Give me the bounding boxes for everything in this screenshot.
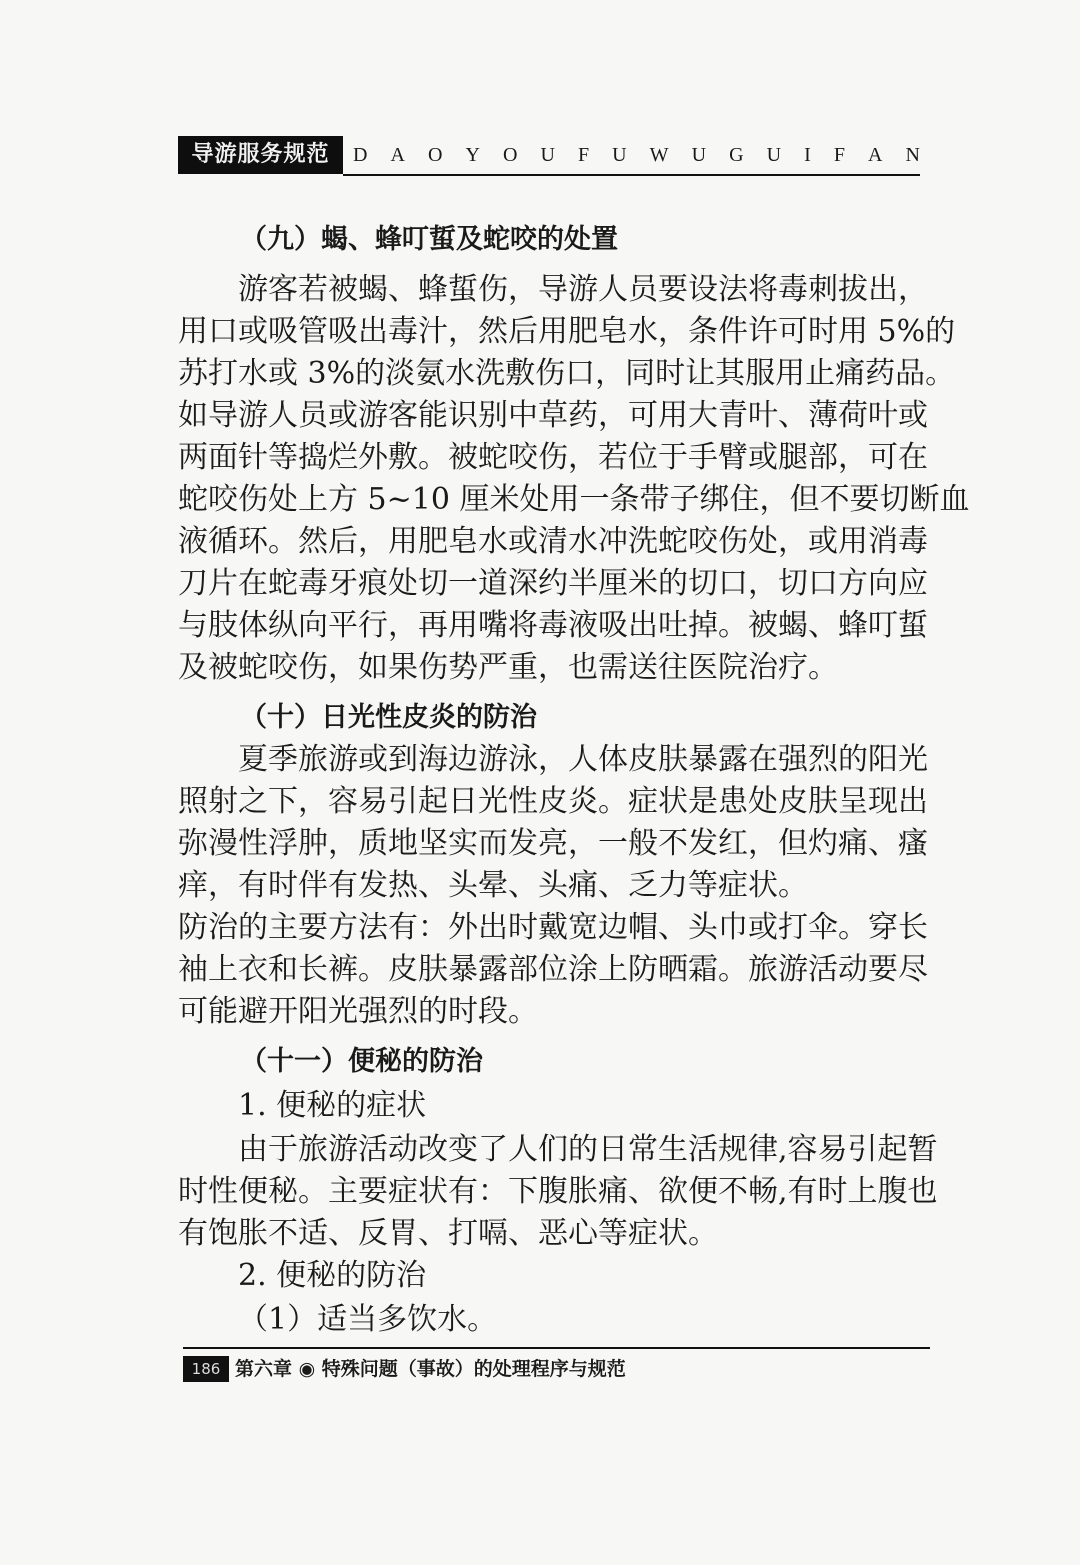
pinyin-letter: U — [766, 143, 782, 166]
pinyin-letter: F — [578, 143, 590, 166]
running-footer — [183, 1347, 930, 1385]
section-heading-10: （十）日光性皮炎的防治 — [240, 702, 537, 733]
subheading: 1. 便秘的症状 — [238, 1088, 427, 1123]
pinyin-letter: G — [729, 143, 744, 166]
paragraph-line: 用口或吸管吸出毒汁，然后用肥皂水，条件许可时用 5%的 — [178, 314, 956, 349]
section-heading-11: （十一）便秘的防治 — [240, 1046, 483, 1077]
paragraph-line: 照射之下，容易引起日光性皮炎。症状是患处皮肤呈现出 — [178, 784, 928, 819]
pinyin-title — [353, 136, 920, 174]
header-rule — [343, 174, 920, 176]
pinyin-letter: W — [649, 143, 669, 166]
subheading: 2. 便秘的防治 — [238, 1258, 427, 1293]
chapter-title: 第六章 ◉ 特殊问题（事故）的处理程序与规范 — [235, 1358, 626, 1380]
pinyin-letter: Y — [465, 143, 480, 166]
paragraph-line: 液循环。然后，用肥皂水或清水冲洗蛇咬伤处，或用消毒 — [178, 524, 928, 559]
paragraph-line: 刀片在蛇毒牙痕处切一道深约半厘米的切口，切口方向应 — [178, 566, 928, 601]
pinyin-letter: U — [691, 143, 707, 166]
paragraph-line: 及被蛇咬伤，如果伤势严重，也需送往医院治疗。 — [178, 650, 838, 685]
paragraph-line: 防治的主要方法有：外出时戴宽边帽、头巾或打伞。穿长 — [178, 910, 928, 945]
pinyin-letter: D — [353, 143, 368, 166]
paragraph-line: 夏季旅游或到海边游泳，人体皮肤暴露在强烈的阳光 — [238, 742, 928, 777]
paragraph-line: 如导游人员或游客能识别中草药，可用大青叶、薄荷叶或 — [178, 398, 928, 433]
pinyin-letter: U — [540, 143, 555, 166]
footer-rule — [183, 1347, 930, 1349]
pinyin-letter: U — [612, 143, 627, 166]
pinyin-letter: F — [833, 143, 845, 166]
pinyin-letter: N — [905, 143, 920, 166]
page-number: 186 — [183, 1356, 229, 1382]
pinyin-letter: O — [428, 143, 443, 166]
paragraph-line: 蛇咬伤处上方 5~10 厘米处用一条带子绑住，但不要切断血 — [178, 482, 970, 517]
pinyin-letter: I — [804, 143, 811, 166]
paragraph-line: 与肢体纵向平行，再用嘴将毒液吸出吐掉。被蝎、蜂叮蜇 — [178, 608, 928, 643]
paragraph-line: 苏打水或 3%的淡氨水洗敷伤口，同时让其服用止痛药品。 — [178, 356, 956, 391]
pinyin-letter: O — [503, 143, 518, 166]
paragraph-line: 弥漫性浮肿，质地坚实而发亮，一般不发红，但灼痛、瘙 — [178, 826, 928, 861]
paragraph-line: 由于旅游活动改变了人们的日常生活规律,容易引起暂 — [238, 1132, 938, 1167]
list-item: （1）适当多饮水。 — [238, 1302, 498, 1337]
paragraph-line: 有饱胀不适、反胃、打嗝、恶心等症状。 — [178, 1216, 718, 1251]
book-title: 导游服务规范 — [178, 136, 343, 174]
running-header — [178, 136, 920, 174]
paragraph-line: 可能避开阳光强烈的时段。 — [178, 994, 538, 1029]
paragraph-line: 袖上衣和长裤。皮肤暴露部位涂上防晒霜。旅游活动要尽 — [178, 952, 928, 987]
paragraph-line: 时性便秘。主要症状有：下腹胀痛、欲便不畅,有时上腹也 — [178, 1174, 938, 1209]
paragraph-line: 两面针等捣烂外敷。被蛇咬伤，若位于手臂或腿部，可在 — [178, 440, 928, 475]
paragraph-line: 游客若被蝎、蜂蜇伤，导游人员要设法将毒刺拔出， — [238, 272, 928, 307]
pinyin-letter: A — [390, 143, 405, 166]
pinyin-letter: A — [868, 143, 883, 166]
section-heading-9: （九）蝎、蜂叮蜇及蛇咬的处置 — [240, 224, 618, 255]
paragraph-line: 痒，有时伴有发热、头晕、头痛、乏力等症状。 — [178, 868, 808, 903]
